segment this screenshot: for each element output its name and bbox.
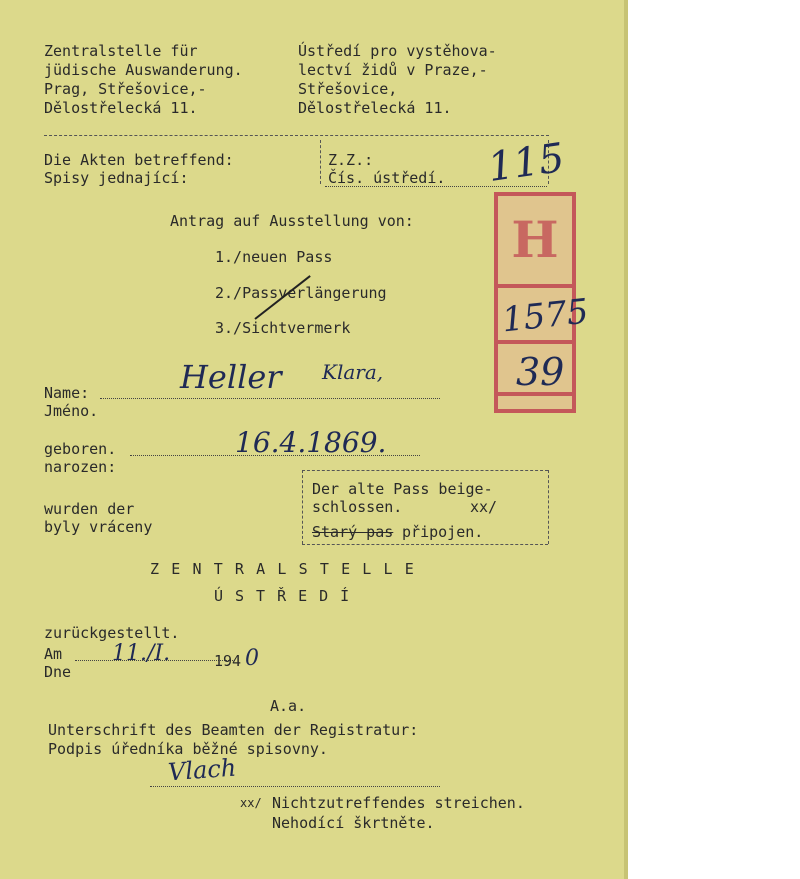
name-surname: Heller	[180, 358, 282, 396]
header-de-line-2: jüdische Auswanderung.	[44, 61, 243, 79]
stamp-letter: H	[511, 210, 559, 269]
returned-label-cz: byly vráceny	[44, 518, 153, 536]
cis-value: 115	[485, 134, 568, 192]
office-line-2: ÚSTŘEDÍ	[214, 587, 362, 605]
stamp-number-2: 39	[516, 350, 565, 394]
date-dne: Dne	[44, 663, 72, 681]
cis-label: Čís. ústředí.	[328, 169, 446, 187]
returned-box-bottom	[302, 544, 548, 545]
footnote-line-2: Nehodící škrtněte.	[272, 814, 435, 832]
akten-label-cz: Spisy jednající:	[44, 169, 189, 187]
born-value: 16.4.1869.	[235, 426, 387, 459]
footnote-mark: xx/	[240, 796, 262, 810]
signature-aa: A.a.	[270, 697, 307, 715]
date-handwritten: 11./I.	[112, 641, 171, 666]
stamp-number-1: 1575	[500, 291, 591, 341]
header-de-line-1: Zentralstelle für	[44, 42, 198, 60]
name-label-de: Name:	[44, 384, 90, 402]
header-cz-line-2: lectví židů v Praze,-	[298, 61, 488, 79]
returned-box-rest: připojen.	[393, 523, 484, 541]
akten-box-divider	[320, 140, 321, 184]
born-label-cz: narozen:	[44, 458, 117, 476]
signature-handwritten: Vlach	[167, 753, 238, 787]
born-label-de: geboren.	[44, 440, 117, 458]
returned-box-left	[302, 470, 303, 544]
antrag-option-3: 3./Sichtvermerk	[215, 319, 351, 337]
date-label: zurückgestellt.	[44, 624, 180, 642]
date-am: Am	[44, 645, 63, 663]
returned-box-struck: Starý pas	[312, 523, 394, 541]
header-cz-line-4: Dělostřelecká 11.	[298, 99, 452, 117]
returned-box-line-2: schlossen.	[312, 498, 403, 516]
footnote-line-1: Nichtzutreffendes streichen.	[272, 794, 525, 812]
akten-label-de: Die Akten betreffend:	[44, 151, 234, 169]
signature-label-de: Unterschrift des Beamten der Registratur:	[48, 721, 419, 739]
returned-box-right	[548, 470, 549, 544]
returned-box-line-1: Der alte Pass beige-	[312, 480, 493, 498]
header-de-line-3: Prag, Střešovice,-	[44, 80, 207, 98]
header-cz-line-1: Ústředí pro vystěhova-	[298, 42, 497, 60]
returned-box-top	[302, 470, 548, 471]
antrag-title: Antrag auf Ausstellung von:	[170, 212, 414, 230]
zz-label: Z.Z.:	[328, 151, 374, 169]
stamp-rule-1	[498, 284, 572, 288]
antrag-option-1: 1./neuen Pass	[215, 248, 333, 266]
returned-box-mark: xx/	[470, 498, 498, 516]
name-firstname: Klara,	[322, 360, 384, 384]
name-underline	[100, 398, 440, 399]
name-label-cz: Jméno.	[44, 402, 99, 420]
header-cz-line-3: Střešovice,	[298, 80, 398, 98]
office-line-1: ZENTRALSTELLE	[150, 560, 426, 578]
date-year-typed: 194	[214, 652, 242, 670]
returned-label-de: wurden der	[44, 500, 135, 518]
signature-underline	[150, 786, 440, 787]
divider	[44, 135, 549, 136]
antrag-option-2: 2./Passverlängerung	[215, 284, 387, 302]
date-year-hand: 0	[245, 646, 259, 671]
signature-label-cz: Podpis úředníka běžné spisovny.	[48, 740, 328, 758]
header-de-line-4: Dělostřelecká 11.	[44, 99, 198, 117]
stamp-rule-2	[498, 340, 572, 344]
